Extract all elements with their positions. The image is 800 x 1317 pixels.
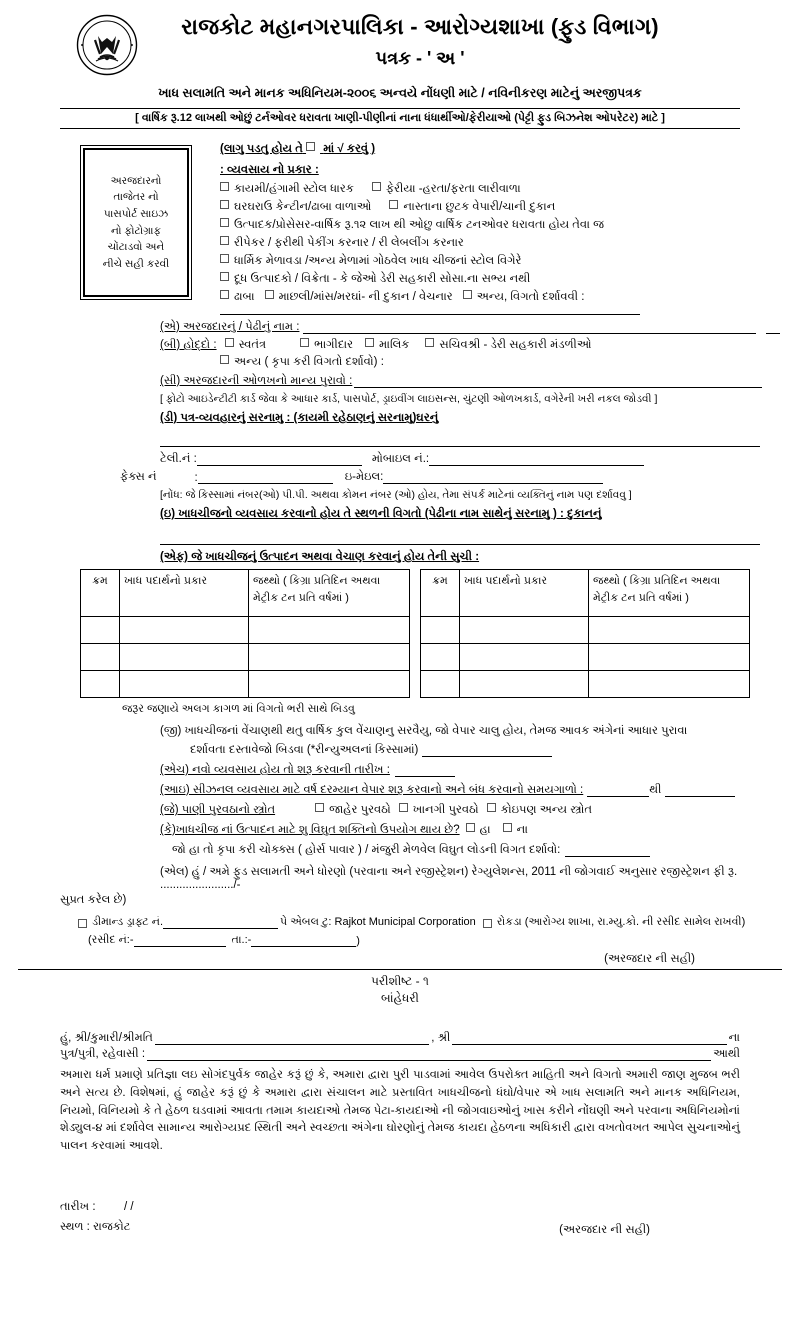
fax-colon: :	[194, 472, 198, 484]
applicant-fields	[60, 321, 780, 564]
receipt-number-input[interactable]	[134, 934, 226, 947]
cell-food-type[interactable]	[120, 644, 249, 671]
business-type-option[interactable]: ઉત્પાદક/પ્રોસેસર-વાર્ષિક રૂ.૧૨ લાખ થી ઓછુ વાર્ષિક ટનઓવર ધરાવતા હોય તેવા જ	[220, 219, 604, 232]
food-items-tables	[60, 569, 780, 698]
other-details-rule[interactable]	[220, 313, 640, 315]
business-type-row	[220, 255, 780, 268]
cell-quantity[interactable]	[589, 644, 750, 671]
start-date-label: (એચ) નવો વ્યવસાય હોય તો શરૂ કરવાની તારીખ :	[160, 764, 390, 776]
tick-instruction: (લાગુ પડતુ હોય તે માં √ કરવું )	[220, 143, 376, 155]
food-items-table-right[interactable]	[420, 569, 750, 698]
cell-quantity[interactable]	[589, 617, 750, 644]
checkbox-icon[interactable]	[425, 338, 434, 347]
cell-food-type[interactable]	[460, 644, 589, 671]
photo-box-line: ચોંટાડવો અને	[107, 241, 165, 254]
photo-box-line: નો ફોટોગ્રાફ	[111, 224, 161, 237]
col-food-type: ખાધ પદાર્થનો પ્રકાર	[460, 570, 589, 617]
cell-food-type[interactable]	[120, 671, 249, 698]
col-quantity: જથ્થો ( કિગ્રા પ્રતિદિન અથવા મેટ્રીક ટન પ્રતિ વર્ષમાં )	[589, 570, 750, 617]
fee-declaration-line1: (એલ) હું / અમે ફુડ સલામતી અને ધોરણો (પરવાના અને રજીસ્ટ્રેશન) રેગ્યુલેશન્સ, 2011 ની જોગવાઈ અનુસાર રજીસ્ટ્રેશન ફી રૂ. ......................./-	[160, 866, 738, 891]
business-type-row	[220, 237, 780, 250]
premises-input[interactable]	[60, 543, 780, 545]
table-row[interactable]	[81, 644, 410, 671]
photo-box-line: તાજેતર નો	[113, 191, 159, 204]
water-source-option[interactable]: ખાનગી પુરવઠો	[399, 804, 479, 817]
designation-option[interactable]: માલિક	[365, 339, 409, 352]
checkbox-icon[interactable]	[220, 290, 229, 299]
designation-label: (બી) હોદ્દો :	[160, 339, 217, 351]
start-date-row	[60, 764, 780, 777]
checkbox-icon[interactable]	[372, 182, 381, 191]
checkbox-icon[interactable]	[389, 200, 398, 209]
business-type-row	[220, 201, 780, 214]
checkbox-icon[interactable]	[483, 919, 492, 928]
cell-serial[interactable]	[81, 644, 120, 671]
applicant-name-row	[60, 321, 780, 334]
receipt-date-label: તા.:-	[231, 934, 252, 946]
business-type-option[interactable]: દૂધ ઉત્પાદકો / વિક્રેતા - કે જેઓ ડેરી સહકારી સોસા.ના સભ્ય નથી	[220, 273, 530, 286]
electricity-no-option[interactable]: ના	[503, 824, 528, 837]
telephone-input[interactable]	[197, 453, 362, 466]
demand-draft-input[interactable]	[163, 916, 278, 929]
checkbox-icon[interactable]	[220, 182, 229, 191]
designation-option[interactable]: સ્વતંત્ર	[225, 339, 267, 352]
cell-food-type[interactable]	[460, 671, 589, 698]
water-source-option[interactable]: કોઇપણ અન્ય સ્ત્રોત	[487, 804, 592, 817]
declarant-name-row	[60, 1032, 740, 1045]
checkbox-icon[interactable]	[399, 803, 408, 812]
business-type-row	[220, 183, 780, 196]
seasonal-from-input[interactable]	[587, 784, 649, 797]
checkbox-icon[interactable]	[220, 218, 229, 227]
checkbox-icon[interactable]	[300, 338, 309, 347]
declaration-date-row	[60, 1198, 134, 1218]
declaration-date-value[interactable]: / /	[123, 1201, 134, 1214]
applicant-signature-label-bottom: (અરજદાર ની સહી)	[559, 1224, 650, 1237]
business-type-option[interactable]: ઢાબા	[220, 291, 255, 304]
checkbox-icon[interactable]	[225, 338, 234, 347]
business-type-option[interactable]: અન્ય, વિગતો દર્શાવવી :	[463, 291, 585, 304]
form-subtitle: ખાધ સલામતિ અને માનક અધિનિયમ-૨૦૦૬ અન્વયે નોંધણી માટે / નવિનીકરણ માટેનું અરજીપત્રક	[158, 86, 642, 100]
cell-quantity[interactable]	[249, 644, 410, 671]
mobile-input[interactable]	[429, 453, 644, 466]
cell-serial[interactable]	[81, 671, 120, 698]
receipt-label: (રસીદ નં:-	[88, 934, 134, 946]
food-items-table-left[interactable]	[80, 569, 410, 698]
declarant-name-label: હું, શ્રી/કુમારી/શ્રીમતિ	[60, 1032, 153, 1044]
electricity-load-label: જો હા તો કૃપા કરી ચોક્ક્સ ( હોર્સ પાવાર ) / મંજુરી મેળવેલ વિઘુત લોડની વિગત દર્શાવો:	[172, 844, 561, 856]
business-type-option[interactable]: માછલી/માંસ/મરઘાં- ની દુકાન / વેચનાર	[265, 291, 453, 304]
renewal-input[interactable]	[422, 744, 552, 757]
cell-serial[interactable]	[421, 671, 460, 698]
premises-label: (ઇ) ખાધચીજનો વ્યવસાય કરવાનો હોય તે સ્થળની વિગતો (પેઢીના નામ સાથેનું સરનામુ ) : દુકાનનું	[160, 508, 602, 520]
turnover-statement-line2: દર્શાવતા દસ્તાવેજો બિડવા (*રીન્યુઅલનાં કિસ્સામાં)	[60, 744, 780, 757]
designation-option[interactable]: ભાગીદાર	[300, 339, 353, 352]
table-row[interactable]	[421, 671, 750, 698]
checkbox-icon[interactable]	[220, 254, 229, 263]
section-divider	[18, 969, 782, 970]
demand-draft-label: ડીમાન્ડ ડ્રાફ્ટ નં.	[92, 916, 163, 928]
form-body	[0, 135, 800, 966]
business-type-row	[220, 273, 780, 286]
telephone-row	[60, 453, 780, 466]
cell-serial[interactable]	[421, 644, 460, 671]
table-row[interactable]	[81, 617, 410, 644]
checkbox-icon[interactable]	[220, 355, 229, 364]
checkbox-icon[interactable]	[220, 200, 229, 209]
declarant-residence-suffix: આથી	[713, 1048, 740, 1060]
annexure-section	[0, 974, 800, 1237]
business-type-option[interactable]: ધાર્મિક મેળાવડા /અન્ય મેળામાં ગોઠવેલ ખાધ ચીજનાં સ્ટોલ વિગેરે	[220, 255, 521, 268]
seasonal-from-word: થી	[649, 784, 662, 796]
declarant-father-input[interactable]	[452, 1032, 726, 1045]
seasonal-period-label: (આઇ) સીઝનલ વ્યવસાય માટે વર્ષ દરમ્યાન વેપાર શરૂ કરવાનો અને બંધ કરવાનો સમયગાળો :	[160, 784, 584, 796]
cell-serial[interactable]	[81, 617, 120, 644]
checkbox-icon[interactable]	[220, 272, 229, 281]
seasonal-to-input[interactable]	[665, 784, 735, 797]
payment-row	[60, 916, 780, 929]
electricity-load-row	[60, 844, 780, 857]
form-code-title: પત્રક - ' અ '	[375, 48, 465, 68]
fee-declaration-line2: સુપ્રત કરેલ છે)	[60, 894, 127, 906]
declarant-name-suffix: ના	[728, 1032, 740, 1044]
identity-proof-input[interactable]	[354, 375, 762, 388]
photo-box-line: પાસપોર્ટ સાઇઝ	[103, 207, 169, 220]
payable-to-label: પે એબલ ટુ: Rajkot Municipal Corporation	[280, 916, 476, 928]
col-serial: ક્રમ	[81, 570, 120, 617]
telephone-label: ટેલી.નં :	[160, 453, 197, 465]
fax-input[interactable]	[198, 471, 333, 484]
email-label: ઇ-મેઇલ:	[344, 471, 384, 483]
checkbox-icon[interactable]	[463, 290, 472, 299]
declaration-paragraph: અમારા ધર્મ પ્રમાણે પ્રતિજ્ઞા લઇ સોગંદપુર્વક જાહેર કરૂં છું કે, અમારા દ્વારા પુરી પાડવામાં આવેલ ઉપરોક્ત માહિતી અને વિગતો અમારી જાણ મુજબ ભરી અને સત્ય છે. વિશેષમાં, હું જાહેર કરૂં છું કે અમારા દ્વારા સંચાલન માટે પ્રસ્તાવિત ખાધચીજનો ધંઘો/વેપાર એ ખાધ સલામતિ અને માનક અધિનિયમ, નિયમો, વિનિયમો કે તે હેઠળ ઘડવામાં આવતા તમામ કાયદાઓ તેમજ પેટા-કાયદાઓ ની જોગવાઇઓનું ખાસ કરીને નોંઘણી અને પરવાના અધિનિયમોનાં શેડ્યુલ-૪ માં દર્શાવેલ સામાન્ય આરોગ્યપ્રદ સ્થિતી અને સ્વચ્છતા અંગેના ઘોરણોનું તેમજ કાયદા હેઠળના અધિકારી દ્વારા વખતોવખત આપેલ સુચનાઓનું પાલન કરવામાં આવશે.	[60, 1069, 740, 1153]
fax-label: ફેક્સ નં	[120, 471, 157, 483]
business-type-column	[220, 135, 780, 315]
address-label: (ડી) પત્ર-વ્યવહારનું સરનામુ : (કાયમી રહેઠાણનું સરનામુ)ઘરનું	[160, 412, 439, 424]
scope-band: [ વાર્ષિક રૂ.12 લાખથી ઓછું ટર્નઓવર ધરાવતા ખાણી-પીણીનાં નાના ધંધાર્થીઓ/ફેરીયાઓ (પેટ્ટી ફુડ બિઝનેશ ઓપરેટર) માટે ]	[60, 108, 740, 129]
fax-row	[60, 471, 780, 484]
annexure-subtitle: બાંહેધરી	[381, 991, 419, 1005]
document-header	[0, 0, 800, 129]
col-serial: ક્રમ	[421, 570, 460, 617]
rajkot-municipal-corporation-seal-icon	[76, 14, 138, 76]
declaration-place-row: સ્થળ : રાજકોટ	[60, 1220, 131, 1233]
applicant-name-label: (એ) અરજદારનું / પેઢીનું નામ :	[160, 321, 300, 333]
cash-label: રોકડા (આરોગ્ય શાખા, રા.મ્યુ.કો. ની રસીદ સામેલ રાખવી)	[496, 916, 746, 928]
declaration-date-label: તારીખ :	[60, 1201, 96, 1214]
contact-note: [નોંધ: જે કિસ્સામાં નંબર(ઓ) પી.પી. અથવા કોમન નંબર (ઓ) હોય, તેમા સંપર્ક માટેનાં વ્યક્તિનું નામ પણ દર્શાવવુ ]	[160, 489, 632, 501]
identity-proof-row	[60, 375, 780, 388]
electricity-label: (કે)ખાધચીજ નાં ઉત્પાદન માટે શુ વિઘુત શક્તિનો ઉપયોગ થાય છે?	[160, 824, 460, 836]
electricity-row	[60, 824, 780, 837]
annexure-title: પરીશીષ્ટ - ૧	[371, 974, 429, 988]
declarant-residence-label: પુત્ર/પુત્રી, રહેવાસી :	[60, 1048, 146, 1060]
table-footnote: જરૂર જણાયે અલગ કાગળ માં વિગતો ભરી સાથે બિડવુ	[122, 703, 355, 715]
declarant-relation-label: , શ્રી	[431, 1032, 451, 1044]
checkbox-icon[interactable]	[365, 338, 374, 347]
email-input[interactable]	[383, 471, 603, 484]
checkbox-icon[interactable]	[503, 823, 512, 832]
business-type-row	[220, 219, 780, 232]
receipt-close-paren: )	[356, 935, 360, 947]
col-quantity: જથ્થો ( કિગ્રા પ્રતિદિન અથવા મેટ્રીક ટન પ્રતિ વર્ષમાં )	[249, 570, 410, 617]
food-list-label: (એફ) જે ખાધચીજનું ઉત્પાદન અથવા વેચાણ કરવાનું હોય તેની સુચી :	[160, 551, 480, 563]
electricity-yes-option[interactable]: હા	[466, 824, 491, 837]
checkbox-icon[interactable]	[487, 803, 496, 812]
photo-box-line: નીચે સહી કરવી	[102, 257, 170, 270]
checkbox-icon[interactable]	[220, 236, 229, 245]
cell-food-type[interactable]	[460, 617, 589, 644]
business-type-option[interactable]: નાસ્તાના છુટક વેપારી/ચાની દુકાન	[389, 201, 555, 214]
applicant-name-input[interactable]	[303, 321, 756, 334]
applicant-photo-box[interactable]	[80, 145, 192, 300]
business-type-option[interactable]: ફેરીયા -હરતા/ફરતા લારીવાળા	[372, 183, 521, 196]
mobile-label: મોબાઇલ નં.:	[371, 453, 430, 465]
page-title: રાજકોટ મહાનગરપાલિકા - આરોગ્યશાખા (ફુડ વિભાગ)	[181, 14, 659, 39]
cell-serial[interactable]	[421, 617, 460, 644]
cell-quantity[interactable]	[249, 617, 410, 644]
declarant-residence-row	[60, 1048, 740, 1061]
electricity-load-input[interactable]	[565, 844, 650, 857]
applicant-name-input-tail[interactable]	[766, 321, 780, 334]
table-row[interactable]	[421, 644, 750, 671]
receipt-row	[60, 934, 780, 947]
cell-quantity[interactable]	[589, 671, 750, 698]
business-type-option[interactable]: રીપેકર / ફરીથી પેકીંગ કરનાર / રી લેબલીંગ કરનાર	[220, 237, 464, 250]
photo-box-line: અરજદારનો	[110, 174, 162, 187]
receipt-date-input[interactable]	[251, 934, 356, 947]
designation-other-row	[60, 356, 780, 369]
checkbox-icon[interactable]	[466, 823, 475, 832]
table-header-row	[421, 570, 750, 617]
table-row[interactable]	[421, 617, 750, 644]
start-date-input[interactable]	[395, 764, 455, 777]
designation-other-option[interactable]: અન્ય ( કૃપા કરી વિગતો દર્શાવો) :	[220, 356, 384, 369]
tick-sample-checkbox	[306, 142, 315, 151]
business-type-option[interactable]: કાયમી/હંગામી સ્ટોલ ધારક	[220, 183, 354, 196]
identity-proof-note: [ ફોટો આઇડેન્ટીટી કાર્ડ જેવા કે આધાર કાર્ડ, પાસપોર્ટ, ડ્રાઇવીંગ લાઇસન્સ, ચુંટણી ઓળખકાર્ડ, વગેરેની ખરી નકલ જોડવી ]	[160, 393, 658, 405]
business-type-heading: : વ્યવસાય નો પ્રકાર :	[220, 164, 319, 176]
business-type-option[interactable]: ઘરઘરાઉ કેન્ટીન/ઢાબા વાળાઓ	[220, 201, 371, 214]
cell-quantity[interactable]	[249, 671, 410, 698]
business-type-row	[220, 291, 780, 304]
checkbox-icon[interactable]	[78, 919, 87, 928]
water-source-row	[60, 804, 780, 817]
applicant-signature-label-top: (અરજદાર ની સહી)	[604, 953, 695, 965]
checkbox-icon[interactable]	[315, 803, 324, 812]
turnover-statement-line1: (જી) ખાધચીજનાં વેંચાણથી થતુ વાર્ષિક કુલ વેંચાણનુ સરવૈયુ, જો વેપાર ચાલુ હોય, તેમજ આવક અંગેનાં આધાર પુરાવા	[160, 725, 688, 737]
declarant-residence-input[interactable]	[147, 1048, 711, 1061]
seasonal-period-row	[60, 784, 780, 797]
table-header-row	[81, 570, 410, 617]
address-input[interactable]	[60, 445, 780, 447]
cell-food-type[interactable]	[120, 617, 249, 644]
water-source-option[interactable]: જાહેર પુરવઠો	[315, 804, 391, 817]
designation-row	[60, 339, 780, 352]
declarant-name-input[interactable]	[155, 1032, 429, 1045]
table-row[interactable]	[81, 671, 410, 698]
identity-proof-label: (સી) અરજદારની ઓળખનો માન્ય પુરાવો :	[160, 375, 353, 387]
water-source-label: (જે) પાણી પુરવઠાનો સ્ત્રોત	[160, 804, 276, 816]
col-food-type: ખાધ પદાર્થનો પ્રકાર	[120, 570, 249, 617]
annexure-footer	[60, 1198, 740, 1237]
checkbox-icon[interactable]	[265, 290, 274, 299]
designation-option[interactable]: સચિવશ્રી - ડેરી સહકારી મંડળીઓ	[425, 339, 591, 352]
